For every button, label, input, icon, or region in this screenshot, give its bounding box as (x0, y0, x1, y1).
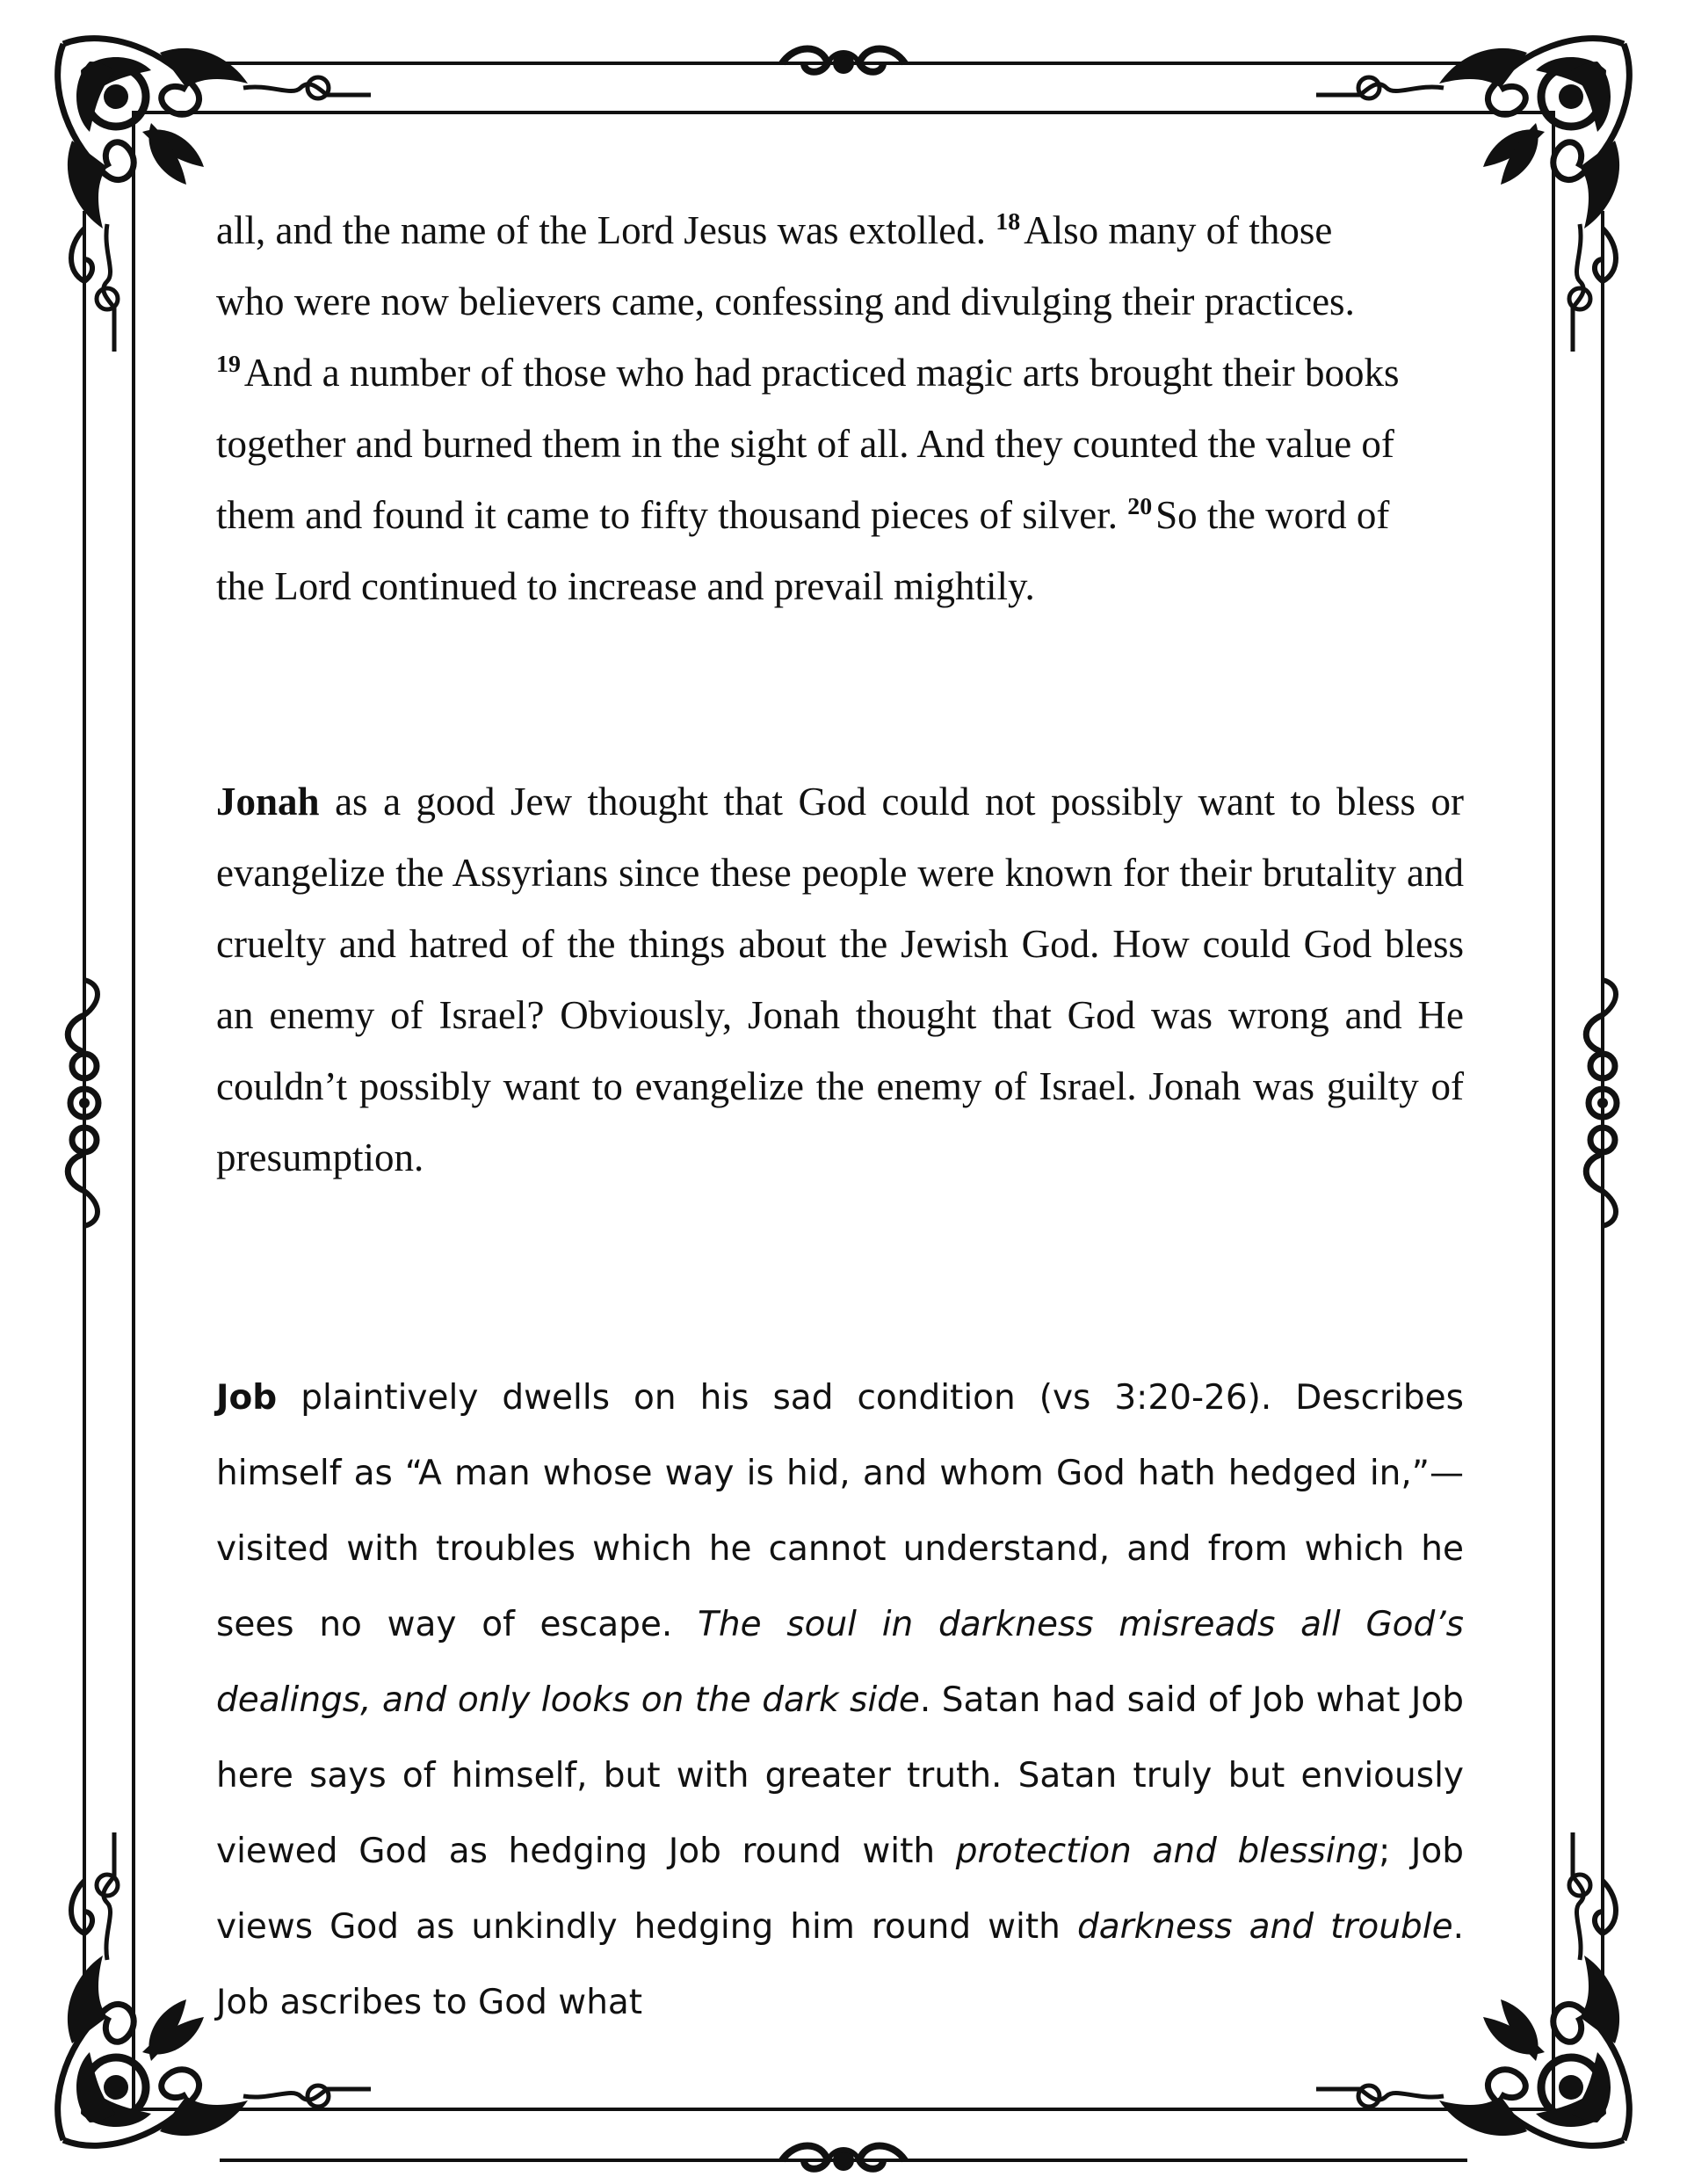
jonah-body-text: as a good Jew thought that God could not possibly want to bless or evangelize the Assyrians since these people were known for their brutality and cruelty and hatred of the things about the Jewish God. How could God bless an enemy of Israel? Obviously, Jonah thought that God was wrong and He couldn’t possibly want to evangelize the enemy of Israel. Jonah was guilty of presumption. (216, 780, 1465, 1179)
job-paragraph: Job plaintively dwells on his sad condition (vs 3:20-26). Describes himself as “A man whose way is hid, and whom God hath hedged in,”—visited with troubles which he cannot understand, and from which he sees no way of escape. The soul in darkness misreads all God’s dealings, and only looks on the dark side. Satan had said of Job what Job here says of himself, but with greater truth. Satan truly but enviously viewed God as hedging Job round with protection and blessing; Job views God as unkindly hedging him round with darkness and trouble. Job ascribes to God what (216, 1378, 1465, 2022)
acts-passage (216, 195, 1464, 622)
jonah-lead-word: Jonah (216, 780, 320, 824)
job-italic-1: The soul in darkness misreads all God’s dealings, and only looks on the dark side (216, 1605, 1464, 1720)
verse-number-19: 19 (216, 351, 241, 378)
acts-line-2: who were now believers came, confessing and divulging their practices. (216, 279, 1355, 323)
verse-number-18: 18 (996, 208, 1021, 236)
acts-line-4: together and burned them in the sight of all. And they counted the value of (216, 422, 1394, 466)
acts-line-3: $^{19}$And a number of those who had practiced magic arts brought their books (216, 351, 1400, 395)
jonah-paragraph (216, 766, 1464, 1194)
job-italic-3: darkness and trouble (1076, 1907, 1453, 1947)
jonah-section (216, 766, 1464, 1194)
job-italic-2: protection and blessing (955, 1832, 1379, 1871)
job-section (216, 1360, 1464, 2041)
acts-line-5: them and found it came to fifty thousand pieces of silver. $^{20}$So the word of (216, 493, 1390, 537)
acts-line-6: the Lord continued to increase and prevail mightily. (216, 564, 1035, 608)
job-lead-word: Job (216, 1378, 278, 1418)
acts-line-1: all, and the name of the Lord Jesus was extolled. $^{18}$Also many of those (216, 208, 1333, 252)
verse-number-20: 20 (1127, 493, 1153, 520)
acts-paragraph (216, 195, 1464, 622)
